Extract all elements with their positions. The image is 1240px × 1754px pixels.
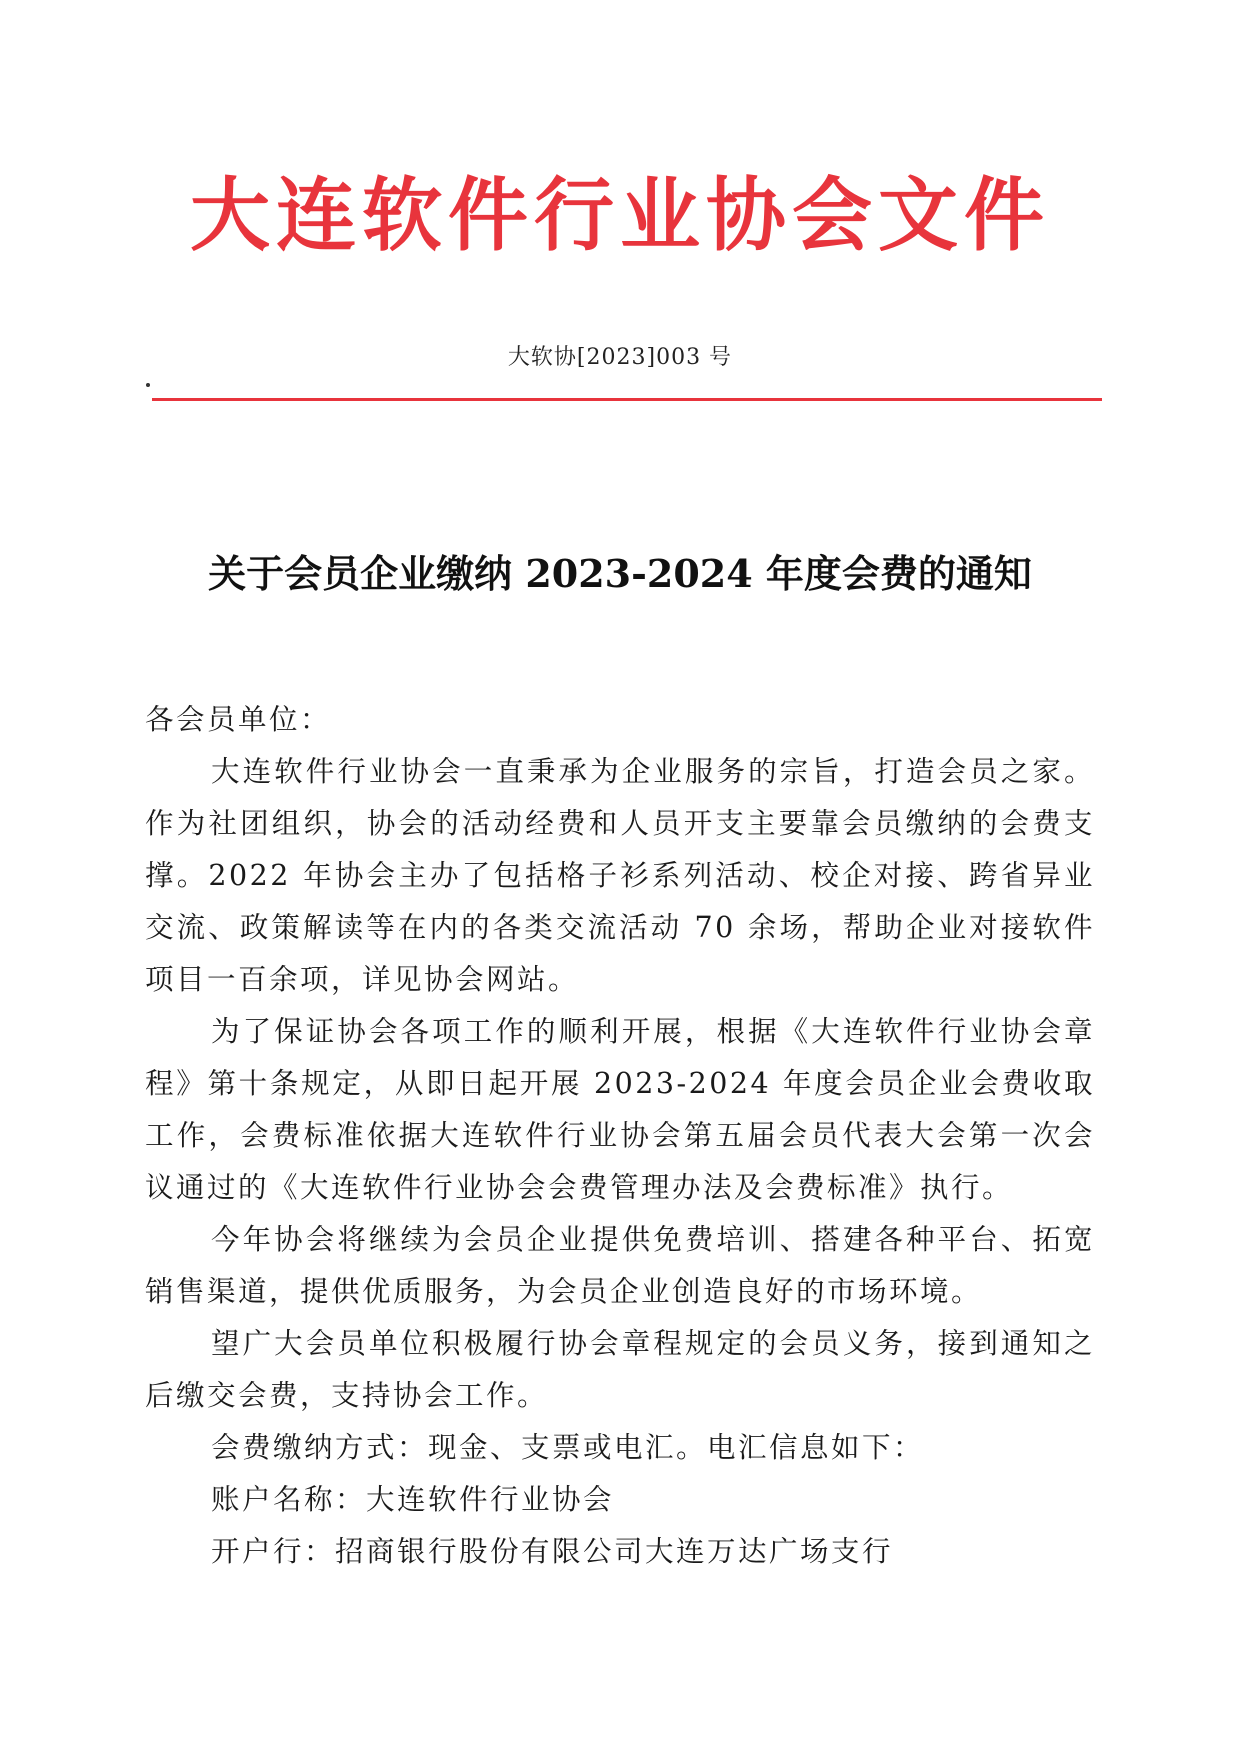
document-header-title: 大连软件行业协会文件: [190, 169, 1050, 262]
notice-body: [145, 694, 1095, 1578]
paragraph-fee-collection: 为了保证协会各项工作的顺利开展，根据《大连软件行业协会章程》第十条规定，从即日起开展 2023-2024 年度会员企业会费收取工作，会费标准依据大连软件行业协会第五届会员代表大会第一次会议通过的《大连软件行业协会会费管理办法及会费标准》执行。: [145, 1015, 1095, 1204]
paragraph-request: 望广大会员单位积极履行协会章程规定的会员义务，接到通知之后缴交会费，支持协会工作。: [145, 1327, 1095, 1412]
notice-title: 关于会员企业缴纳 2023-2024 年度会费的通知: [208, 551, 1032, 596]
account-name: 账户名称：大连软件行业协会: [211, 1483, 615, 1516]
document-number: 大软协[2023]003 号: [507, 345, 733, 370]
salutation: 各会员单位：: [145, 703, 332, 736]
paragraph-intro: 大连软件行业协会一直秉承为企业服务的宗旨，打造会员之家。作为社团组织，协会的活动经费和人员开支主要靠会员缴纳的会费支撑。2022 年协会主办了包括格子衫系列活动、校企对接、跨省异业交流、政策解读等在内的各类交流活动 70 余场，帮助企业对接软件项目一百余项，详见协会网站。: [145, 755, 1095, 996]
red-divider-line: [152, 398, 1102, 401]
rule-dot: [146, 383, 150, 387]
paragraph-services: 今年协会将继续为会员企业提供免费培训、搭建各种平台、拓宽销售渠道，提供优质服务，为会员企业创造良好的市场环境。: [145, 1223, 1095, 1308]
payment-methods: 会费缴纳方式：现金、支票或电汇。电汇信息如下：: [211, 1431, 925, 1464]
bank-name: 开户行：招商银行股份有限公司大连万达广场支行: [211, 1535, 894, 1568]
